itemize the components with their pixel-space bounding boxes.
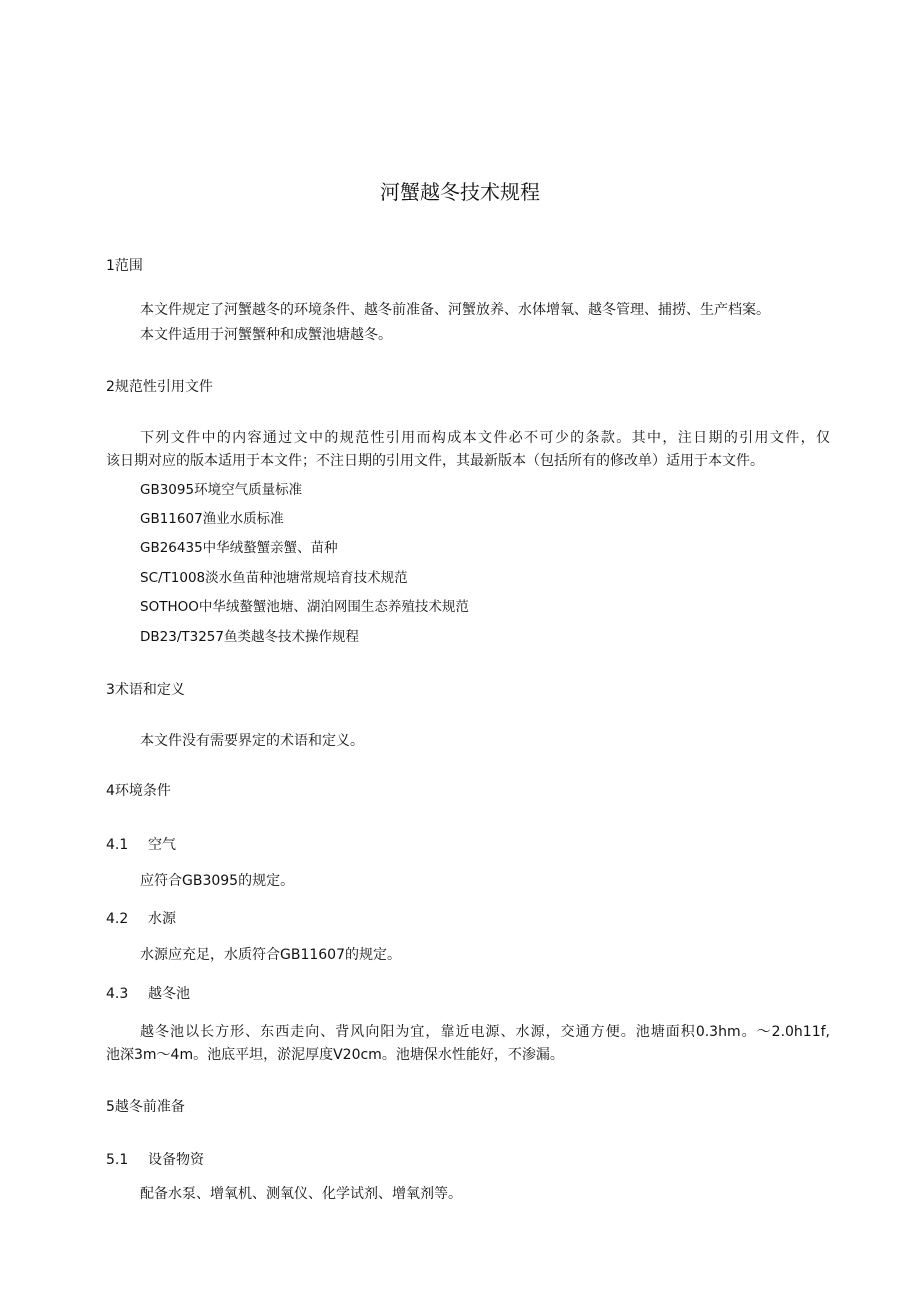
subsection-number: 5.1 <box>106 1152 129 1168</box>
reference-item: DB23/T3257鱼类越冬技术操作规程 <box>140 629 359 645</box>
reference-item: GB11607渔业水质标准 <box>140 511 284 527</box>
paragraph: 水源应充足，水质符合GB11607的规定。 <box>140 947 401 963</box>
section-heading-terms: 3术语和定义 <box>106 682 185 698</box>
subsection-number: 4.3 <box>106 986 129 1002</box>
subsection-title: 设备物资 <box>148 1152 204 1168</box>
subsection-title: 越冬池 <box>148 986 190 1002</box>
reference-item: SOTHOO中华绒螯蟹池塘、湖泊网围生态养殖技术规范 <box>140 599 469 615</box>
paragraph: 配备水泵、增氧机、测氧仪、化学试剂、增氧剂等。 <box>140 1186 462 1202</box>
subsection-number: 4.1 <box>106 837 129 853</box>
document-title: 河蟹越冬技术规程 <box>380 180 540 204</box>
subsection-title: 空气 <box>148 837 176 853</box>
paragraph: 越冬池以长方形、东西走向、背风向阳为宜，靠近电源、水源，交通方便。池塘面积0.3hm。〜2.0h11f, <box>140 1024 830 1040</box>
section-heading-normative-references: 2规范性引用文件 <box>106 379 213 395</box>
section-heading-environment: 4环境条件 <box>106 783 171 799</box>
reference-item: GB3095环境空气质量标准 <box>140 482 303 498</box>
paragraph: 该日期对应的版本适用于本文件；不注日期的引用文件，其最新版本（包括所有的修改单）适用于本文件。 <box>106 453 764 469</box>
paragraph: 池深3m〜4m。池底平坦，淤泥厚度V20cm。池塘保水性能好，不渗漏。 <box>106 1047 564 1063</box>
paragraph: 本文件适用于河蟹蟹种和成蟹池塘越冬。 <box>140 327 392 343</box>
section-heading-preparation: 5越冬前准备 <box>106 1099 185 1115</box>
reference-item: SC/T1008淡水鱼苗种池塘常规培育技术规范 <box>140 570 408 586</box>
paragraph: 本文件规定了河蟹越冬的环境条件、越冬前准备、河蟹放养、水体增氧、越冬管理、捕捞、生产档案。 <box>140 302 770 318</box>
paragraph: 本文件没有需要界定的术语和定义。 <box>140 733 364 749</box>
paragraph: 应符合GB3095的规定。 <box>140 873 295 889</box>
paragraph: 下列文件中的内容通过文中的规范性引用而构成本文件必不可少的条款。其中，注日期的引用文件，仅 <box>140 430 830 446</box>
subsection-title: 水源 <box>148 911 176 927</box>
section-heading-scope: 1范围 <box>106 258 143 274</box>
subsection-number: 4.2 <box>106 911 129 927</box>
reference-item: GB26435中华绒螯蟹亲蟹、苗种 <box>140 540 338 556</box>
